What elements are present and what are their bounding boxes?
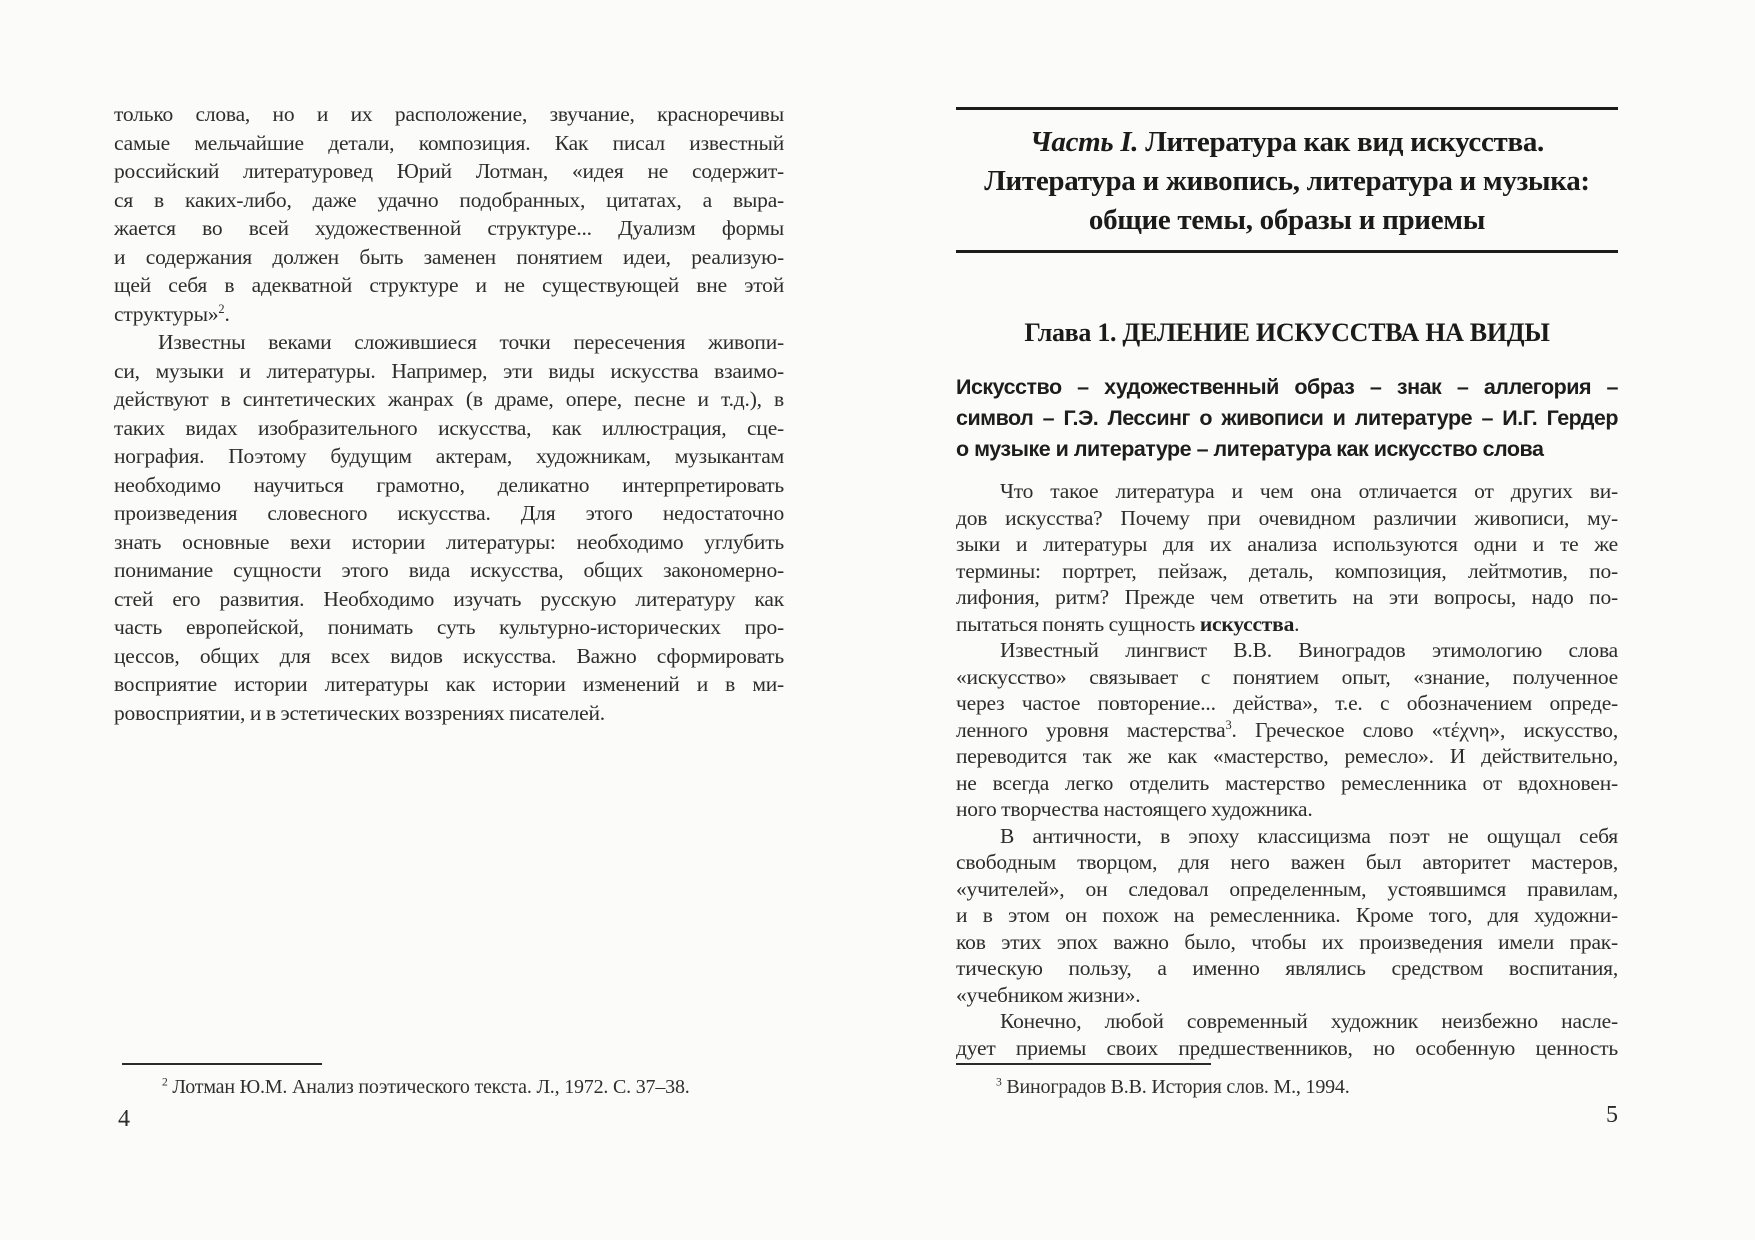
text-line: зыки и литературы для их анализа используются одни и те же: [956, 532, 1618, 556]
part-title: [956, 123, 1618, 240]
part-heading-rule-top: [956, 107, 1618, 110]
footnote-marker: 2: [162, 1075, 168, 1089]
text-line: ного творчества настоящего художника.: [956, 797, 1313, 821]
text-line: самые мельчайшие детали, композиция. Как писал известный: [114, 130, 784, 155]
text-line: ровосприятии, и в эстетических воззрениях писателей.: [114, 700, 605, 725]
footnote-marker: 2: [218, 301, 225, 316]
footnote-marker: 3: [996, 1075, 1002, 1089]
text-line: стей его развития. Необходимо изучать русскую литературу как: [114, 586, 784, 611]
text-line: через частое повторение... действа», т.е. с обозначением опреде-: [956, 691, 1618, 715]
text-line: действуют в синтетических жанрах (в драме, опере, песне и т.д.), в: [114, 387, 784, 411]
text-line: восприятие истории литературы как истории изменений и в ми-: [114, 672, 784, 696]
text-line: «учебником жизни».: [956, 982, 1141, 1007]
footnote-text: Виноградов В.В. История слов. М., 1994.: [1001, 1076, 1350, 1098]
subtitle-line: символ – Г.Э. Лессинг о живописи и литературе – И.Г. Гердер: [956, 406, 1618, 430]
text-line: свободным творцом, для него важен был авторитет мастеров,: [956, 850, 1618, 874]
text-line: тическую пользу, а именно являлись средством воспитания,: [956, 956, 1618, 980]
text-line: только слова, но и их расположение, звучание, красноречивы: [114, 102, 784, 126]
footnote-rule: [956, 1063, 1211, 1065]
text-line: В античности, в эпоху классицизма поэт не ощущал себя: [1000, 823, 1618, 848]
text-line: и содержания должен быть заменен понятием идеи, реализую-: [114, 244, 784, 269]
text-line: таких видах изобразительного искусства, как иллюстрация, сце-: [114, 415, 784, 440]
text-line: часть европейской, понимать суть культурно-исторических про-: [114, 615, 784, 639]
text-line: дует приемы своих предшественников, но особенную ценность: [956, 1035, 1618, 1060]
footnote: [122, 1074, 772, 1100]
text-line: произведения словесного искусства. Для этого недостаточно: [114, 501, 784, 525]
text-line: переводится так же как «мастерство, ремесло». И действительно,: [956, 744, 1618, 768]
text-line: структуры»$^2$.: [114, 301, 230, 326]
text-line: и в этом он похож на ремесленника. Кроме того, для художни-: [956, 903, 1618, 927]
text-line: необходимо научиться грамотно, деликатно интерпретировать: [114, 472, 784, 497]
text-line: си, музыки и литературы. Например, эти виды искусства взаимо-: [114, 358, 784, 383]
text-line: «искусство» связывает с понятием опыт, «знание, полученное: [956, 664, 1618, 689]
footnote-marker: 3: [1225, 717, 1232, 732]
footnote-rule: [122, 1063, 322, 1065]
footnote-text: Лотман Ю.М. Анализ поэтического текста. Л., 1972. С. 37–38.: [167, 1076, 690, 1098]
part-label: Часть I.: [1030, 126, 1139, 158]
text-line: «учителей», он следовал определенным, устоявшимся правилам,: [956, 876, 1618, 901]
text-line: знать основные вехи истории литературы: необходимо углубить: [114, 529, 784, 554]
page-number-right: 5: [1606, 1102, 1618, 1128]
text-line: Конечно, любой современный художник неизбежно насле-: [1000, 1009, 1618, 1033]
text-line: лифония, ритм? Прежде чем ответить на эти вопросы, надо по-: [956, 585, 1618, 609]
text-line: Известны веками сложившиеся точки пересечения живопи-: [158, 330, 784, 354]
text-line: термины: портрет, пейзаж, деталь, композиция, лейтмотив, по-: [956, 558, 1618, 583]
text-line: щей себя в адекватной структуре и не существующей вне этой: [114, 273, 784, 297]
part-title-line: Литература и живопись, литература и музыка:: [984, 165, 1590, 197]
page-number-left: 4: [118, 1106, 130, 1132]
text-line: нография. Поэтому будущим актерам, художникам, музыкантам: [114, 444, 784, 468]
text-line: дов искусства? Почему при очевидном различии живописи, му-: [956, 505, 1618, 530]
bold-term: искусства: [1199, 611, 1295, 636]
text-line: ков этих эпох важно было, чтобы их произведения имели прак-: [956, 929, 1618, 954]
chapter-subtitle: [956, 372, 1618, 465]
right-page-text-block: [956, 478, 1618, 1061]
text-line: цессов, общих для всех видов искусства. Важно сформировать: [114, 643, 784, 668]
text-line: Что такое литература и чем она отличается от других ви-: [1000, 479, 1618, 503]
left-page-text-block: [114, 100, 784, 727]
text-line: российский литературовед Юрий Лотман, «идея не содержит-: [114, 159, 784, 183]
text-line: жается во всей художественной структуре... Дуализм формы: [114, 216, 784, 240]
text-line: понимание сущности этого вида искусства, общих закономерно-: [114, 558, 784, 582]
footnote: [956, 1074, 1616, 1100]
text-line: Известный лингвист В.В. Виноградов этимологию слова: [1000, 638, 1618, 662]
text-line: не всегда легко отделить мастерство ремесленника от вдохновен-: [956, 770, 1618, 795]
part-title-line: Часть I. Литература как вид искусства.: [1030, 126, 1544, 158]
right-page: [956, 0, 1618, 1061]
subtitle-line: Искусство – художественный образ – знак – аллегория –: [956, 375, 1618, 399]
text-line: ленного уровня мастерства$^3$. Греческое слово «τέχνη», искусство,: [956, 717, 1618, 742]
text-line: пытаться понять сущность искусства.: [956, 611, 1300, 636]
subtitle-line: о музыке и литературе – литература как искусство слова: [956, 437, 1544, 461]
part-heading-rule-bottom: [956, 250, 1618, 253]
text-line: ся в каких-либо, даже удачно подобранных, цитатах, а выра-: [114, 187, 784, 212]
part-title-line: общие темы, образы и приемы: [1088, 204, 1486, 236]
chapter-title: Глава 1. ДЕЛЕНИЕ ИСКУССТВА НА ВИДЫ: [1024, 318, 1550, 347]
